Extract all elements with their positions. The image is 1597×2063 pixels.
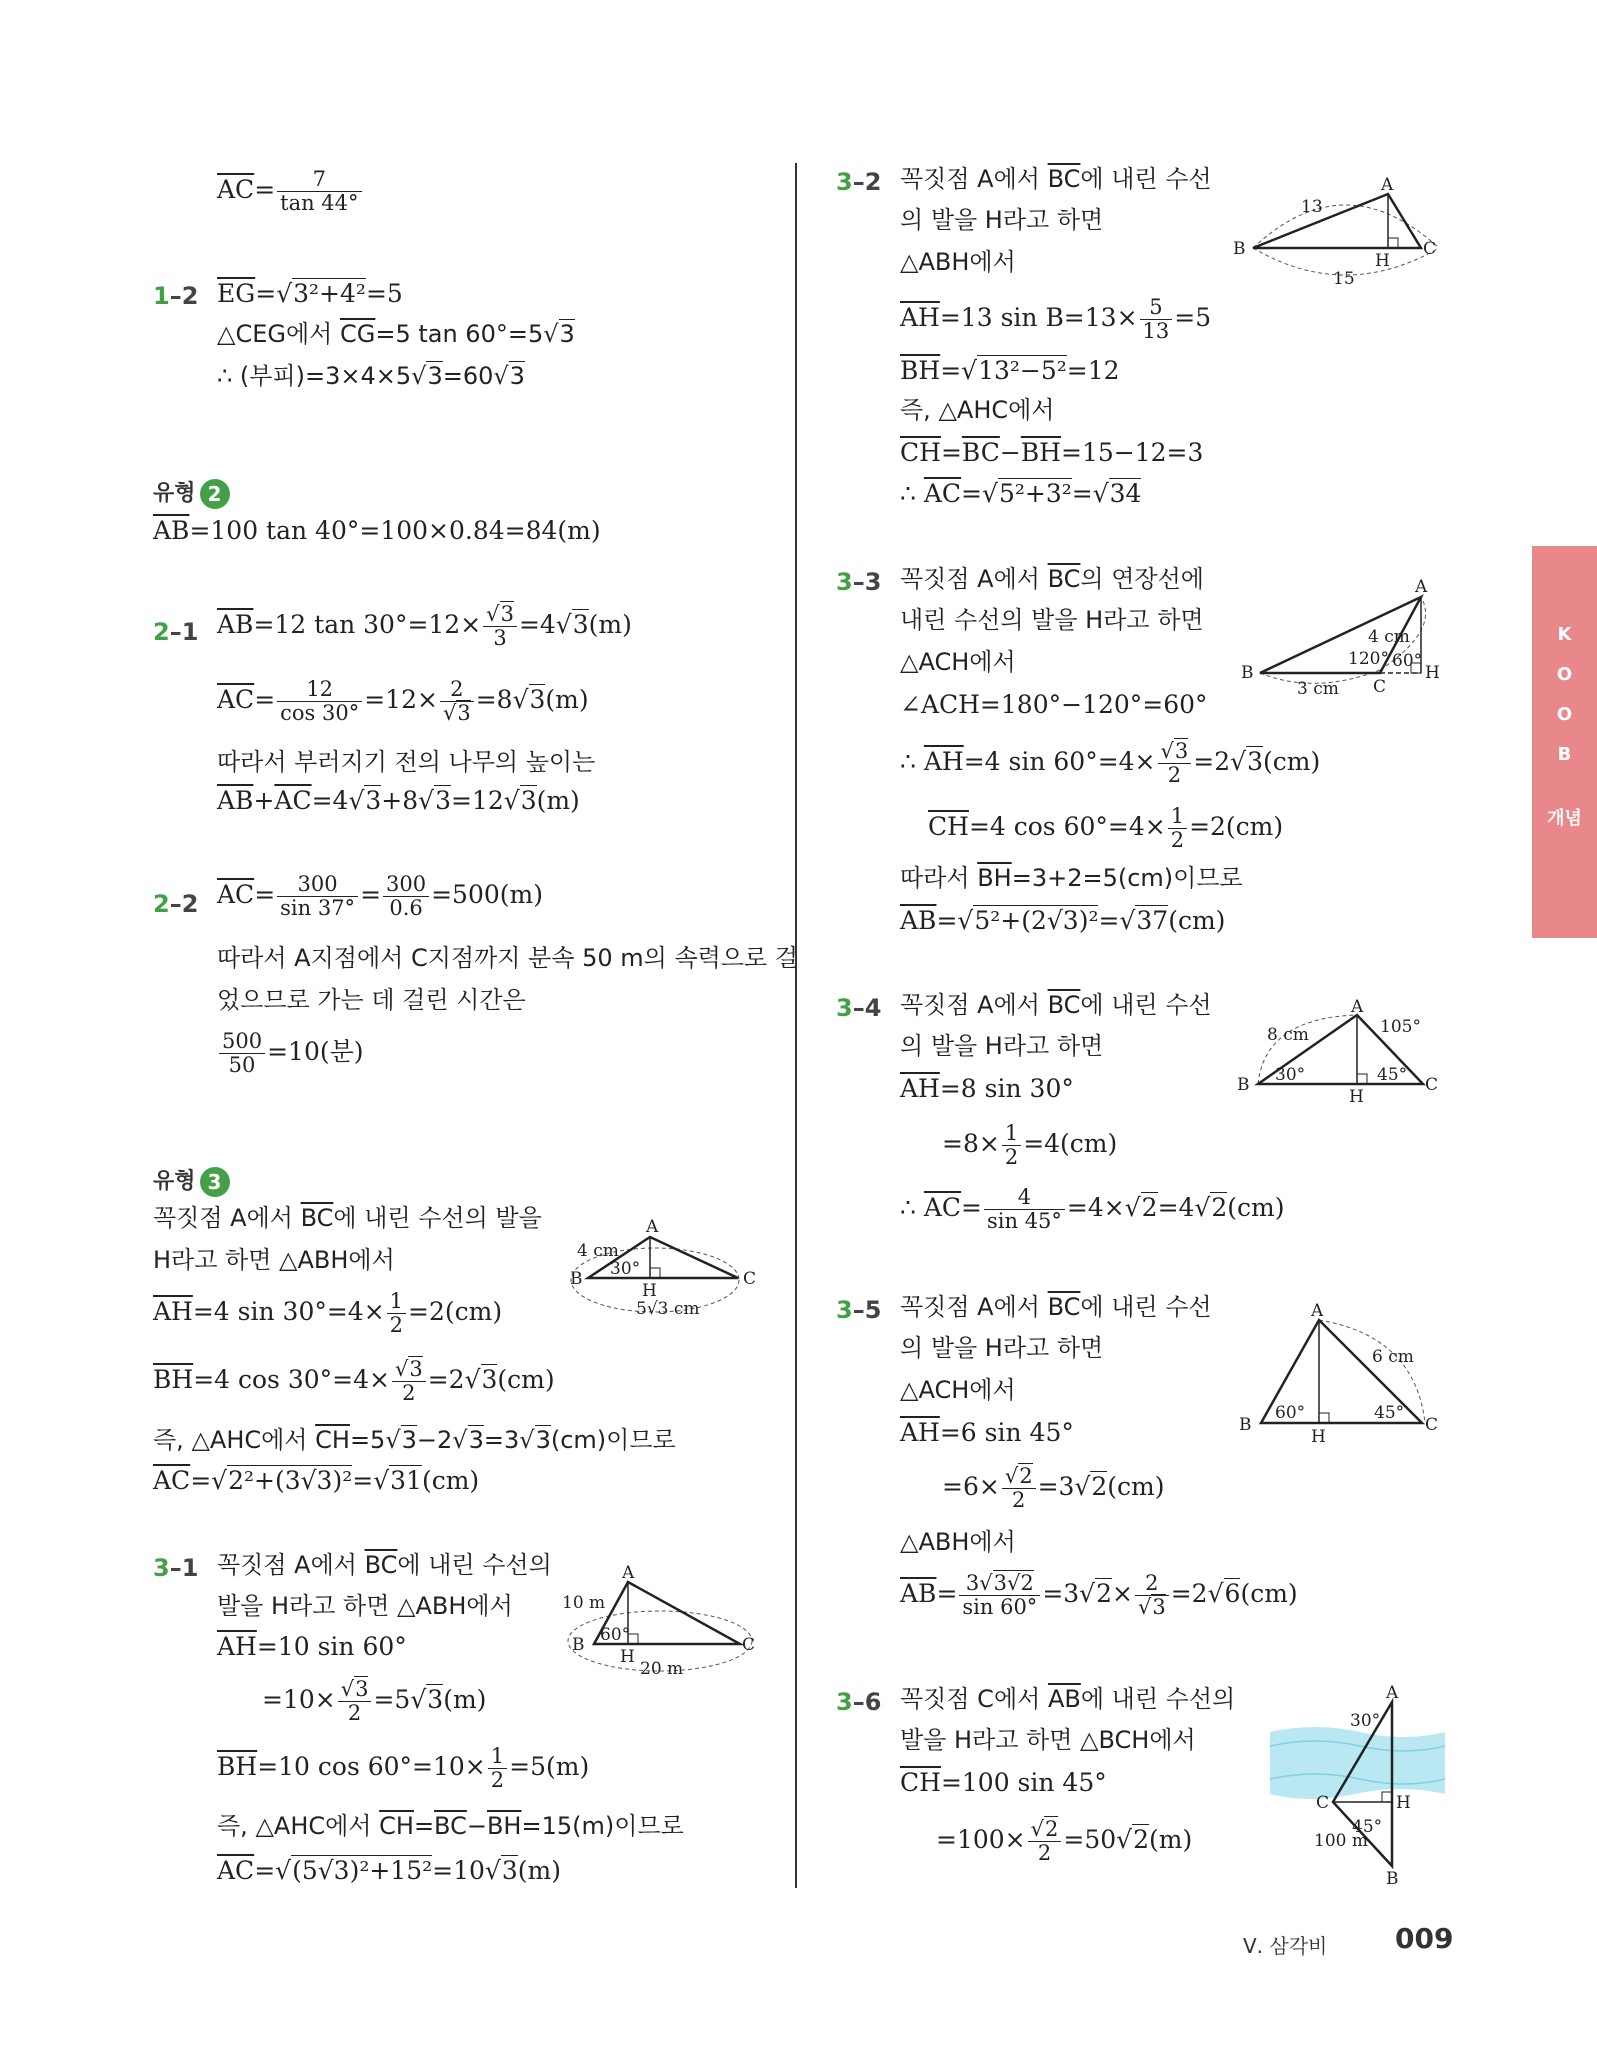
label-b: B: [1237, 1075, 1250, 1095]
label-ac: 6 cm: [1372, 1347, 1414, 1367]
t3-line5: 즉, △AHC에서 $\overline{CH}=5√3-2√3=3√3(cm)$이므로: [153, 1426, 676, 1454]
p3-4-line2: 의 발을 H라고 하면: [900, 1032, 1104, 1060]
right-angle-mark: [650, 1268, 660, 1278]
p3-1-line4: =10× $\frac{√3}{2}$ =5√3(m): [262, 1677, 487, 1726]
label-c: C: [1316, 1793, 1330, 1813]
p3-2-triangle-figure: [1225, 172, 1445, 292]
p2-2-line4: $\frac{500}{50}$ =10(분): [217, 1030, 364, 1077]
problem-number: 3–5: [836, 1296, 882, 1324]
label-angle-105: 105°: [1380, 1017, 1421, 1037]
side-tab-letter: K: [1557, 624, 1572, 645]
p2-2-line2: 따라서 A지점에서 C지점까지 분속 50 m의 속력으로 걸: [217, 944, 798, 972]
p3-2-line5: $\overline{BH}=√13^2-5^2=12$: [900, 356, 1120, 385]
p3-4-line3: $\overline{AH}=8$ sin 30°: [900, 1074, 1074, 1103]
label-bc: 15: [1333, 269, 1355, 289]
label-a: A: [1386, 1684, 1399, 1703]
label-ac: 4 cm: [1368, 627, 1410, 647]
label-c: C: [1373, 677, 1387, 697]
label-ab: 8 cm: [1267, 1025, 1309, 1045]
river: [1270, 1727, 1445, 1799]
right-angle-mark: [1319, 1413, 1329, 1423]
type-heading-3: 유형 3: [153, 1164, 230, 1197]
p2-1-line1: $\overline{AB}=12$ tan 30°=12× $\frac{√3}{3}$ =4√3(m): [217, 602, 632, 651]
label-h: H: [1425, 663, 1440, 683]
problem-number: 3–1: [153, 1554, 199, 1582]
triangle: [1253, 194, 1421, 248]
p2-1-line3: 따라서 부러지기 전의 나무의 높이는: [217, 748, 596, 776]
label-h: H: [1375, 251, 1390, 271]
label-b: B: [1233, 239, 1246, 259]
side-tab[interactable]: [1532, 546, 1597, 938]
p3-1-line2: 발을 H라고 하면 △ABH에서: [217, 1592, 513, 1620]
p3-2-line4: $\overline{AH}=13$ sin B=13× $\frac{5}{13}$ =5: [900, 295, 1212, 344]
problem-number: 2–2: [153, 890, 199, 918]
label-a: A: [1311, 1301, 1324, 1321]
label-a: A: [622, 1563, 635, 1583]
page-number: 009: [1395, 1922, 1454, 1955]
label-side: 10 m: [562, 1593, 606, 1613]
p3-6-river-figure: [1270, 1684, 1445, 1889]
p3-6-line2: 발을 H라고 하면 △BCH에서: [900, 1726, 1196, 1754]
p3-1-line7: $\overline{AC}=√(5√3)^2+15^2=10√3(m)$: [217, 1856, 561, 1885]
p3-5-line4: $\overline{AH}=6$ sin 45°: [900, 1418, 1074, 1447]
label-angle: 30°: [610, 1259, 641, 1279]
label-c: C: [1425, 1075, 1439, 1095]
t3-line3: $\overline{AH}=4$ sin 30°=4× $\frac{1}{2}$ =2(cm): [153, 1289, 503, 1338]
label-b: B: [1241, 663, 1254, 683]
label-a: A: [1381, 175, 1394, 195]
p2-2-line3: 었으므로 가는 데 걸린 시간은: [217, 986, 526, 1014]
t3-line6: $\overline{AC}=√2^2+(3√3)^2=√31(cm)$: [153, 1466, 480, 1495]
label-bc: 3 cm: [1297, 679, 1339, 699]
label-angle-30: 30°: [1350, 1711, 1381, 1731]
p3-5-triangle-figure: [1225, 1296, 1445, 1446]
label-base: 5√3 cm: [636, 1299, 700, 1319]
right-angle-mark: [1357, 1074, 1367, 1084]
p3-5-line3: △ACH에서: [900, 1376, 1016, 1404]
side-tab-letter: B: [1557, 744, 1572, 765]
side-tab-letter: 개념: [1547, 808, 1582, 829]
label-b: B: [570, 1269, 583, 1289]
p3-3-line1: 꼭짓점 A에서 $\overline{BC}$의 연장선에: [900, 565, 1204, 593]
t3-triangle-figure: [560, 1210, 760, 1320]
label-angle-45: 45°: [1377, 1065, 1408, 1085]
p3-2-line2: 의 발을 H라고 하면: [900, 206, 1104, 234]
label-c: C: [742, 1635, 756, 1655]
label-b: B: [572, 1635, 585, 1655]
p3-3-line2: 내린 수선의 발을 H라고 하면: [900, 606, 1204, 634]
label-angle: 60°: [600, 1625, 631, 1645]
right-angle-mark: [1382, 1792, 1392, 1802]
p3-4-line1: 꼭짓점 A에서 $\overline{BC}$에 내린 수선: [900, 991, 1212, 1019]
label-c: C: [743, 1269, 757, 1289]
label-side: 4 cm: [577, 1241, 619, 1261]
label-a: A: [1351, 998, 1364, 1017]
type-heading-2: 유형 2: [153, 476, 230, 509]
label-a: A: [1415, 577, 1428, 597]
p3-2-line3: △ABH에서: [900, 248, 1016, 276]
p3-5-line6: △ABH에서: [900, 1528, 1016, 1556]
side-tab-letter: O: [1556, 664, 1573, 685]
p3-5-line5: =6× $\frac{√2}{2}$ =3√2(cm): [942, 1464, 1165, 1513]
problem-number: 3–3: [836, 568, 882, 596]
label-angle-60: 60°: [1275, 1403, 1306, 1423]
p3-2-line7: $\overline{CH}=\overline{BC}-\overline{BH}=15-12=3$: [900, 438, 1204, 467]
problem-number: 3–4: [836, 994, 882, 1022]
label-a: A: [646, 1217, 659, 1237]
label-base: 20 m: [640, 1659, 684, 1678]
p3-2-line6: 즉, △AHC에서: [900, 396, 1055, 424]
label-h: H: [642, 1281, 657, 1301]
p3-6-line1: 꼭짓점 C에서 $\overline{AB}$에 내린 수선의: [900, 1685, 1236, 1713]
p3-3-line5: ∴ $\overline{AH}=4$ sin 60°=4× $\frac{√3}{2}$ =2√3(cm): [900, 739, 1321, 788]
p3-5-line2: 의 발을 H라고 하면: [900, 1334, 1104, 1362]
problem-number: 3–2: [836, 168, 882, 196]
label-h: H: [1396, 1793, 1411, 1813]
p1-2-line3: ∴ (부피)=3×4×5√3=60√3: [217, 362, 525, 390]
side-tab-letter: O: [1556, 704, 1573, 725]
p3-6-line4: =100× $\frac{√2}{2}$ =50√2(m): [936, 1817, 1193, 1866]
label-h: H: [1311, 1427, 1326, 1446]
p3-3-line4: ∠ACH=180°−120°=60°: [900, 690, 1208, 719]
p3-3-line3: △ACH에서: [900, 648, 1016, 676]
p3-3-line7: 따라서 $\overline{BH}=3+2=5(cm)$이므로: [900, 864, 1243, 892]
t2-line1: $\overline{AB}=100$ tan 40°=100×0.84=84(m): [153, 516, 601, 545]
top-ac-line: $\overline{AC}=$ $\frac{7}{\tan 44^\circ}$: [217, 168, 364, 215]
p3-3-line8: $\overline{AB}=√5^2+(2√3)^2=√37(cm)$: [900, 906, 1226, 935]
p3-3-triangle-figure: [1225, 570, 1445, 700]
label-h: H: [1349, 1087, 1364, 1107]
problem-number: 2–1: [153, 618, 199, 646]
p3-4-triangle-figure: [1225, 998, 1445, 1108]
label-h: H: [620, 1647, 635, 1667]
t3-line2: H라고 하면 △ABH에서: [153, 1246, 395, 1274]
problem-number: 1–2: [153, 282, 199, 310]
label-cb: 100 m: [1314, 1831, 1368, 1851]
p2-1-line2: $\overline{AC}=$ $\frac{12}{\cos 30^\circ}$ =12× $\frac{2}{√3}$ =8√3(m): [217, 677, 589, 726]
t3-line4: $\overline{BH}=4$ cos 30°=4× $\frac{√3}{2}$ =2√3(cm): [153, 1357, 555, 1406]
label-angle-120: 120°: [1348, 649, 1389, 669]
column-divider: [795, 163, 797, 1888]
p2-2-line1: $\overline{AC}=$ $\frac{300}{\sin 37^\circ}$ = $\frac{300}{0.6}$ =500(m): [217, 872, 543, 921]
t3-line1: 꼭짓점 A에서 $\overline{BC}$에 내린 수선의 발을: [153, 1204, 542, 1232]
label-angle-45: 45°: [1374, 1403, 1405, 1423]
p3-5-line7: $\overline{AB}=$ $\frac{3√3√2}{\sin 60^\circ}$ =3√2× $\frac{2}{√3}$ =2√6(cm): [900, 1571, 1298, 1620]
footer-chapter: Ⅴ. 삼각비: [1243, 1934, 1328, 1958]
p3-3-line6: $\overline{CH}=4$ cos 60°=4× $\frac{1}{2}$ =2(cm): [928, 804, 1284, 853]
p3-6-line3: $\overline{CH}=100$ sin 45°: [900, 1768, 1107, 1797]
problem-number: 3–6: [836, 1688, 882, 1716]
label-ab: 13: [1301, 197, 1323, 217]
label-angle-30: 30°: [1275, 1065, 1306, 1085]
p3-2-line1: 꼭짓점 A에서 $\overline{BC}$에 내린 수선: [900, 165, 1212, 193]
p3-1-line3: $\overline{AH}=10$ sin 60°: [217, 1632, 407, 1661]
right-angle-mark: [1388, 238, 1398, 248]
label-angle-60: 60°: [1392, 651, 1423, 671]
fraction: $\frac{7}{\tan 44^\circ}$: [277, 168, 361, 215]
p3-4-line4: =8× $\frac{1}{2}$ =4(cm): [942, 1121, 1118, 1170]
p1-2-line2: △CEG에서 $\overline{CG}=5$ tan 60°=5√3: [217, 320, 575, 348]
label-c: C: [1423, 239, 1437, 259]
p3-5-line1: 꼭짓점 A에서 $\overline{BC}$에 내린 수선: [900, 1293, 1212, 1321]
p3-1-triangle-figure: [560, 1558, 760, 1678]
label-b: B: [1386, 1869, 1399, 1889]
p1-2-line1: $\overline{EG}=√3^2+4^2=5$: [217, 279, 403, 308]
label-b: B: [1239, 1415, 1252, 1435]
label-angle-45: 45°: [1352, 1817, 1383, 1837]
p3-1-line5: $\overline{BH}=10$ cos 60°=10× $\frac{1}{2}$ =5(m): [217, 1744, 590, 1793]
p2-1-line4: $\overline{AB}+\overline{AC}=4√3+8√3=12√3(m)$: [217, 786, 580, 815]
p3-1-line6: 즉, △AHC에서 $\overline{CH}=\overline{BC}-\overline{BH}=15(m)$이므로: [217, 1812, 684, 1840]
p3-4-line5: ∴ $\overline{AC}=$ $\frac{4}{\sin 45^\circ}$ =4×√2=4√2(cm): [900, 1185, 1285, 1234]
p3-1-line1: 꼭짓점 A에서 $\overline{BC}$에 내린 수선의: [217, 1551, 552, 1579]
label-c: C: [1425, 1415, 1439, 1435]
p3-2-line8: ∴ $\overline{AC}=√5^2+3^2=√34$: [900, 479, 1142, 508]
